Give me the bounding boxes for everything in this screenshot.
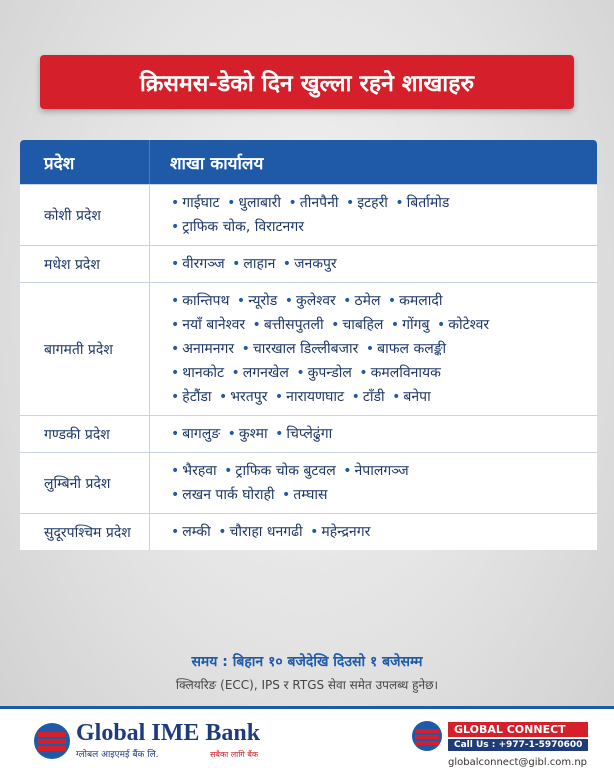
- header-province: प्रदेश: [20, 140, 150, 184]
- bullet-icon: •: [236, 293, 246, 309]
- branch-name: कुपन्डोल: [307, 365, 352, 381]
- table-row: [20, 415, 597, 452]
- branch-name: बाफल कलङ्की: [377, 341, 447, 357]
- branch-name: बनेपा: [403, 389, 431, 405]
- table-header: [20, 140, 597, 184]
- bullet-icon: •: [282, 256, 292, 272]
- bullet-icon: •: [275, 426, 284, 442]
- province-name: सुदूरपश्चिम प्रदेश: [20, 514, 150, 550]
- table-row: [20, 452, 597, 513]
- bullet-icon: •: [296, 365, 305, 381]
- branch-line: [168, 422, 591, 446]
- branch-name: कान्तिपथ: [182, 293, 230, 309]
- bullet-icon: •: [351, 389, 360, 405]
- bullet-icon: •: [171, 487, 180, 503]
- branch-name: चारखाल डिल्लीबजार: [252, 341, 359, 357]
- global-connect-icon: [412, 721, 442, 751]
- branch-list: [150, 185, 597, 245]
- bullet-icon: •: [365, 341, 375, 357]
- branch-name: धुलाबारी: [238, 195, 282, 211]
- branch-list: [150, 514, 597, 550]
- branch-name: कमलविनायक: [370, 365, 441, 381]
- branch-line: [168, 289, 591, 313]
- branch-name: गोंगबु: [402, 317, 430, 333]
- branch-name: भैरहवा: [182, 463, 217, 479]
- province-name: लुम्बिनी प्रदेश: [20, 453, 150, 513]
- bullet-icon: •: [390, 317, 400, 333]
- bullet-icon: •: [274, 389, 284, 405]
- branch-line: [168, 215, 591, 239]
- branch-name: हेटौंडा: [182, 389, 212, 405]
- branch-name: जनकपुर: [294, 256, 337, 272]
- branch-line: [168, 385, 591, 409]
- branch-line: [168, 520, 591, 544]
- global-connect: [412, 721, 588, 768]
- bullet-icon: •: [171, 426, 180, 442]
- bullet-icon: •: [171, 195, 180, 211]
- bullet-icon: •: [310, 524, 319, 540]
- branch-list: [150, 416, 597, 452]
- bullet-icon: •: [218, 524, 227, 540]
- bullet-icon: •: [171, 389, 180, 405]
- branch-name: लाहान: [243, 256, 276, 272]
- page-title: क्रिसमस-डेको दिन खुल्ला रहने शाखाहरु: [139, 71, 475, 97]
- service-time: समय : बिहान १० बजेदेखि दिउसो १ बजेसम्म: [191, 654, 423, 670]
- bullet-icon: •: [171, 341, 180, 357]
- bullet-icon: •: [171, 219, 180, 235]
- bullet-icon: •: [171, 463, 180, 479]
- branch-name: न्यूरोड: [248, 293, 278, 309]
- global-connect-title: GLOBAL CONNECT: [448, 722, 588, 737]
- bullet-icon: •: [395, 195, 404, 211]
- service-note: क्लियरिङ (ECC), IPS र RTGS सेवा समेत उपलब्ध हुनेछ।: [175, 678, 439, 692]
- branch-line: [168, 483, 591, 507]
- branch-name: गाईघाट: [182, 195, 220, 211]
- branch-name: टाँडी: [362, 389, 385, 405]
- bullet-icon: •: [359, 365, 368, 381]
- bullet-icon: •: [288, 195, 297, 211]
- table-body: [20, 184, 597, 550]
- branch-list: [150, 246, 597, 282]
- bullet-icon: •: [345, 195, 355, 211]
- branch-list: [150, 283, 597, 415]
- call-us-number[interactable]: Call Us : +977-1-5970600: [448, 739, 588, 751]
- branch-line: [168, 459, 591, 483]
- branch-name: वीरगञ्ज: [182, 256, 225, 272]
- bullet-icon: •: [231, 365, 240, 381]
- branch-name: तीनपैनी: [299, 195, 339, 211]
- branch-name: कुलेश्वर: [296, 293, 336, 309]
- bullet-icon: •: [171, 317, 180, 333]
- province-name: गण्डकी प्रदेश: [20, 416, 150, 452]
- bullet-icon: •: [284, 293, 293, 309]
- bullet-icon: •: [392, 389, 401, 405]
- branch-name: बिर्तामोड: [406, 195, 450, 211]
- branch-name: नेपालगञ्ज: [354, 463, 409, 479]
- branch-name: बत्तीसपुतली: [263, 317, 324, 333]
- bullet-icon: •: [343, 293, 352, 309]
- branch-name: ठमेल: [354, 293, 381, 309]
- brand-footer: [0, 706, 614, 768]
- table-row: [20, 184, 597, 245]
- contact-email[interactable]: globalconnect@gibl.com.np: [448, 757, 588, 768]
- table-row: [20, 245, 597, 282]
- branch-name: ट्राफिक चोक बुटवल: [235, 463, 336, 479]
- bullet-icon: •: [171, 524, 180, 540]
- branch-name: चिप्लेढुंगा: [286, 426, 333, 442]
- title-banner: [40, 55, 574, 109]
- bullet-icon: •: [171, 256, 180, 272]
- branch-name: ट्राफिक चोक, विराटनगर: [182, 219, 304, 235]
- branch-name: भरतपुर: [230, 389, 268, 405]
- branch-line: [168, 337, 591, 361]
- bullet-icon: •: [436, 317, 446, 333]
- branch-name: अनामनगर: [182, 341, 235, 357]
- province-name: मधेश प्रदेश: [20, 246, 150, 282]
- branch-name: कोटेश्वर: [448, 317, 490, 333]
- branch-name: लखन पार्क घोराही: [182, 487, 275, 503]
- branch-name: तम्घास: [293, 487, 328, 503]
- bank-name-nepali: ग्लोबल आइएमई बैंक लि.: [76, 750, 159, 760]
- bullet-icon: •: [224, 463, 233, 479]
- bullet-icon: •: [171, 293, 180, 309]
- bank-name: Global IME Bank: [76, 720, 261, 746]
- branch-list: [150, 453, 597, 513]
- branch-name: नयाँ बानेश्वर: [182, 317, 246, 333]
- header-branch-office: शाखा कार्यालय: [170, 153, 264, 174]
- province-name: बागमती प्रदेश: [20, 283, 150, 415]
- branch-name: इटहरी: [357, 195, 388, 211]
- branch-name: महेन्द्रनगर: [321, 524, 371, 540]
- bullet-icon: •: [331, 317, 340, 333]
- bullet-icon: •: [252, 317, 261, 333]
- bullet-icon: •: [387, 293, 397, 309]
- table-row: [20, 513, 597, 550]
- branch-line: [168, 191, 591, 215]
- branch-name: चाबहिल: [342, 317, 384, 333]
- branch-line: [168, 361, 591, 385]
- bullet-icon: •: [227, 426, 236, 442]
- branch-name: थानकोट: [182, 365, 225, 381]
- branch-line: [168, 313, 591, 337]
- bank-tagline: सबैका लागि बैंक: [210, 750, 259, 759]
- branch-table: [20, 140, 597, 550]
- table-row: [20, 282, 597, 415]
- branch-name: लगनखेल: [242, 365, 289, 381]
- branch-name: चौराहा धनगढी: [229, 524, 303, 540]
- branch-name: कुश्मा: [238, 426, 268, 442]
- bullet-icon: •: [241, 341, 250, 357]
- bullet-icon: •: [232, 256, 241, 272]
- branch-name: नारायणघाट: [286, 389, 345, 405]
- bullet-icon: •: [227, 195, 236, 211]
- bullet-icon: •: [281, 487, 291, 503]
- branch-name: कमलादी: [399, 293, 443, 309]
- branch-name: बागलुङ: [182, 426, 221, 442]
- bank-logo-icon: [34, 723, 70, 759]
- bullet-icon: •: [218, 389, 228, 405]
- branch-line: [168, 252, 591, 276]
- bullet-icon: •: [171, 365, 180, 381]
- bullet-icon: •: [343, 463, 352, 479]
- branch-name: लम्की: [182, 524, 211, 540]
- province-name: कोशी प्रदेश: [20, 185, 150, 245]
